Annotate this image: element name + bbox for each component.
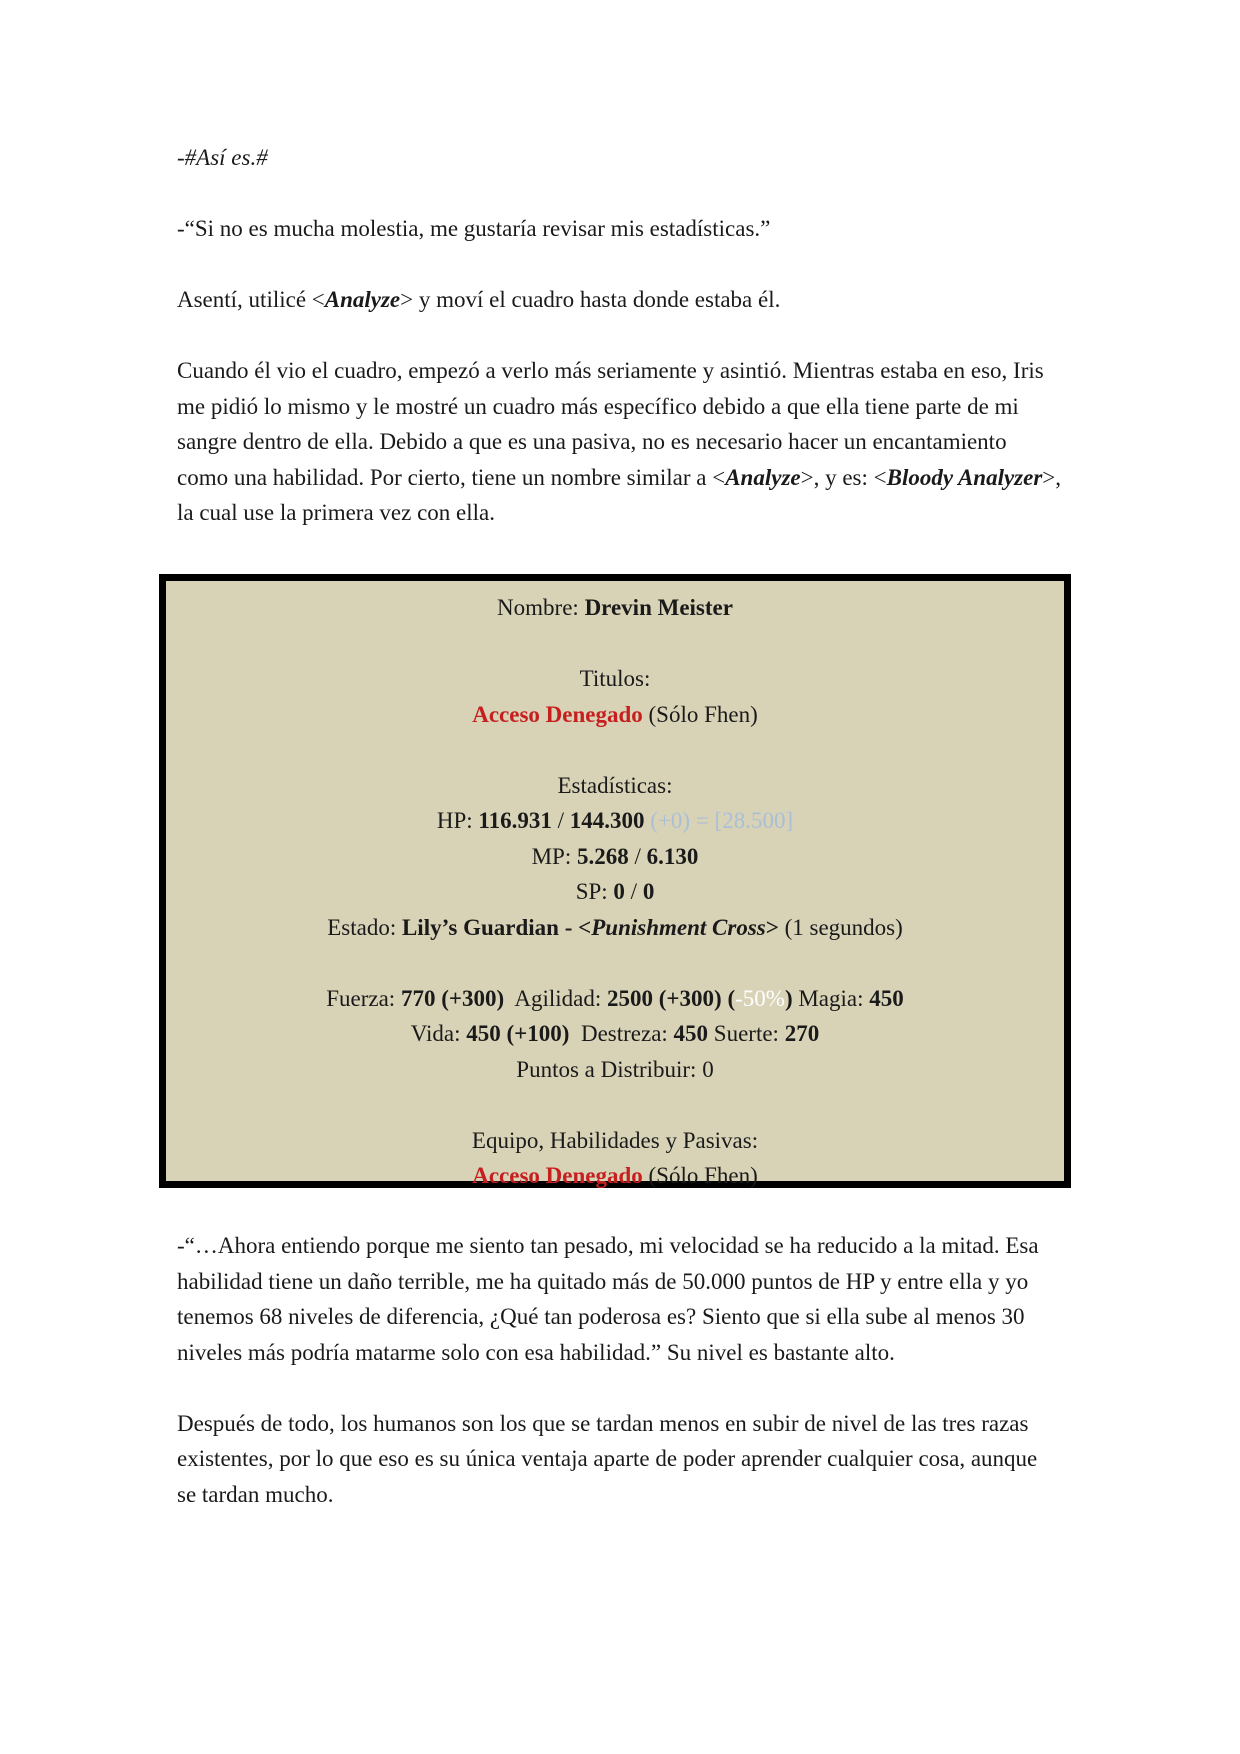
sp-row [166,874,1064,910]
vida-value: 450 [466,1021,501,1046]
skill-analyze-2: Analyze [725,464,801,490]
equipment-label: Equipo, Habilidades y Pasivas: [471,1127,759,1153]
sp-label: SP: [575,879,614,904]
vida-label: Vida: [410,1021,467,1046]
points-row: Puntos a Distribuir: 0 [516,1056,714,1082]
agilidad-value: 2500 (+300) ( [607,985,736,1011]
equipment-row [166,1158,1064,1194]
mp-current: 5.268 [577,843,629,869]
dialogue-line-2: -“Si no es mucha molestia, me gustaría revisar mis estadísticas.” [177,216,771,241]
hp-current: 116.931 [478,808,552,833]
destreza-label: Destreza: [569,1021,674,1046]
destreza-value: 450 [673,1021,709,1046]
sp-max: 0 [642,879,655,904]
hp-extra: (+0) = [28.500] [644,808,794,833]
mp-max: 6.130 [646,843,699,869]
sp-sep: / [624,879,643,904]
titles-row [166,697,1064,733]
titles-note: (Sólo Fhen) [642,701,758,727]
agilidad-label: Agilidad: [504,985,608,1011]
state-label: Estado: [327,914,402,940]
status-window [159,574,1071,1188]
intro-text [177,140,1062,566]
narration-paragraph-6: Después de todo, los humanos son los que se tardan menos en subir de nivel de las tres razas existentes, por lo que eso es su única ventaja aparte de poder aprender cualquier cosa, aunque se tardan mucho. [177,1410,1038,1507]
state-row [166,910,1064,946]
equipment-note: (Sólo Fhen) [642,1163,758,1188]
mp-label: MP: [531,843,577,869]
suerte-value: 270 [784,1021,820,1046]
agilidad-hidden: -50% [735,985,785,1011]
fuerza-label: Fuerza: [326,985,401,1011]
state-skill: Punishment Cross [591,914,766,940]
state-duration: (1 segundos) [778,914,903,940]
suerte-label: Suerte: [708,1021,785,1046]
magia-value: 450 [869,985,904,1011]
hp-label: HP: [436,808,479,833]
skill-analyze: Analyze [324,287,401,312]
attributes-row-1 [166,981,1064,1017]
titles-label: Titulos: [579,666,651,691]
mp-row [166,839,1064,875]
para4-a: Cuando él vio el cuadro, empezó a verlo más seriamente y asintió. Mientras estaba en eso, Iris me pidió lo mismo y le mostré un cuadro más específico debido a que ella tiene parte de mi sangre dentro de ella. Debido a que es una pasiva, no es necesario hacer un encantamiento como una habilidad. Por cierto, tiene un nombre similar a < [177,358,1044,490]
name-row [166,590,1064,626]
outro-text [177,1228,1062,1548]
para4-b: >, y es: < [800,464,887,490]
narration-line-3 [177,282,1062,318]
skill-bloody-analyzer: Bloody Analyzer [886,464,1043,490]
hp-row [166,803,1064,839]
state-close: > [765,914,779,940]
sp-current: 0 [613,879,625,904]
magia-label: Magia: [792,985,870,1011]
dialogue-paragraph-5: -“…Ahora entiendo porque me siento tan pesado, mi velocidad se ha reducido a la mitad. Esa habilidad tiene un daño terrible, me ha quitado más de 50.000 puntos de HP y entre ella y yo tenemos 68 niveles de diferencia, ¿Qué tan poderosa es? Siento que si ella sube al menos 30 niveles más podría matarme solo con esa habilidad.” Su nivel es bastante alto. [177,1233,1039,1365]
fuerza-value: 770 [400,985,436,1011]
line3-pre: Asentí, utilicé < [177,287,325,312]
equipment-denied: Acceso Denegado [472,1163,643,1188]
fuerza-bonus: (+300) [435,985,505,1011]
name-label: Nombre: [497,595,585,620]
hp-sep: / [551,808,570,833]
hp-max: 144.300 [569,808,645,833]
line3-post: > y moví el cuadro hasta donde estaba él. [400,287,781,312]
dialogue-line-1: -#Así es.# [177,145,268,170]
stats-label: Estadísticas: [557,772,673,798]
agilidad-close: ) [784,985,793,1011]
mp-sep: / [628,843,647,869]
attributes-row-2 [166,1016,1064,1052]
state-value: Lily’s Guardian - < [401,914,592,940]
titles-denied: Acceso Denegado [472,701,643,727]
name-value: Drevin Meister [584,595,733,620]
narration-paragraph-4 [177,353,1062,531]
vida-bonus: (+100) [500,1021,570,1046]
para4-c: >, la cual use la primera vez con ella. [177,464,1062,525]
